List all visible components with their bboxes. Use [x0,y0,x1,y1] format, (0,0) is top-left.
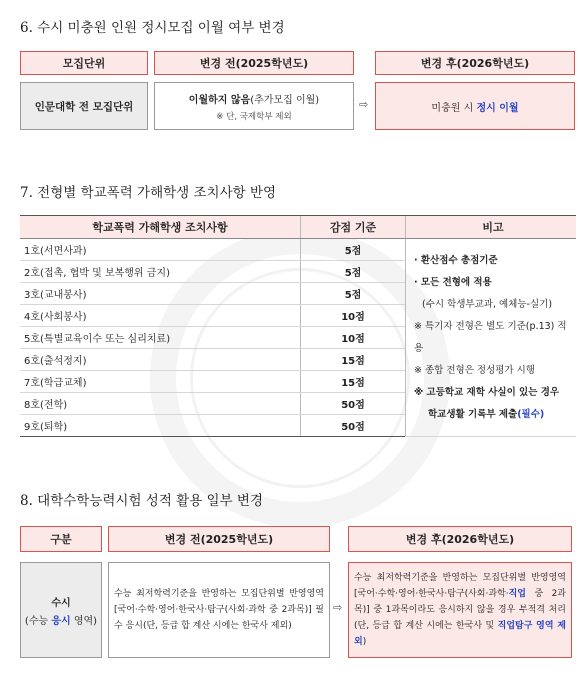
deduction-cell: 5점 [301,261,406,283]
measure-cell: 8호(전학) [20,393,301,415]
s8-cat-prefix: (수능 [24,615,52,627]
s6-before-cell [154,82,354,130]
deduction-cell: 15점 [301,371,406,393]
measure-cell: 6호(출석정지) [20,349,301,371]
s8-after-hl2: 직업탐구 영역 제외 [354,621,566,647]
remark-1: · 환산점수 총점기준 [414,254,498,266]
measure-cell: 7호(학급교체) [20,371,301,393]
remark-6: ※ 고등학교 재학 사실이 있는 경우 [414,386,560,398]
s6-before-bold: 이월하지 않음 [188,94,251,106]
deduction-cell: 10점 [301,327,406,349]
remark-3: (수시 학생부교과, 예체능-실기) [422,298,553,310]
measure-cell: 3호(교내봉사) [20,283,301,305]
section7-title: 7. 전형별 학교폭력 가해학생 조치사항 반영 [20,185,277,201]
s6-unit-cell: 인문대학 전 모집단위 [20,82,148,130]
th-deduction: 감점 기준 [301,216,406,239]
measure-cell: 4호(사회봉사) [20,305,301,327]
section8-title: 8. 대학수학능력시험 성적 활용 일부 변경 [20,493,263,509]
s6-arrow-icon: ⇨ [359,98,369,111]
s8-before-cell [108,562,330,658]
s8-header-after: 변경 후(2026학년도) [348,526,572,552]
s8-header-before: 변경 전(2025학년도) [108,526,330,552]
table-row [20,239,576,261]
deduction-cell: 10점 [301,305,406,327]
discipline-table-header [20,216,576,239]
measure-cell: 2호(접촉, 협박 및 보복행위 금지) [20,261,301,283]
remarks-cell [406,239,577,437]
section6-title: 6. 수시 미충원 인원 정시모집 이월 여부 변경 [20,20,285,36]
s8-cat-suffix: 영역) [70,615,98,627]
measure-cell: 1호(서면사과) [20,239,301,261]
discipline-table [20,215,576,437]
remark-2: · 모든 전형에 적용 [414,276,492,288]
s6-header-after: 변경 후(2026학년도) [375,51,575,75]
s8-after-cell [348,562,572,658]
s6-before-note: ※ 단, 국제학부 제외 [216,111,292,122]
deduction-cell: 5점 [301,239,406,261]
s6-after-prefix: 미충원 시 [431,102,474,114]
th-measure: 학교폭력 가해학생 조치사항 [20,216,301,239]
s6-after-highlight: 정시 이월 [476,102,519,114]
remark-7-highlight: (필수) [517,408,545,420]
s8-arrow-icon: ⇨ [333,601,343,614]
s6-after-cell [375,82,575,130]
s6-header-before: 변경 전(2025학년도) [154,51,354,75]
s6-header-unit: 모집단위 [20,51,148,75]
s8-header-category: 구분 [20,526,102,552]
deduction-cell: 5점 [301,283,406,305]
s6-before-rest: (추가모집 이월) [250,94,320,106]
s8-after-text2: 중 2과목)] 중 1과목이라도 응시하지 않을 경우 부적격 처리(단, 등급 합 계산 시에는 한국사 및 [354,589,566,631]
s8-after-text1: 수능 최저학력기준을 반영하는 모집단위별 반영영역[국어·수학·영어·한국사·탐구(사회·과학· [354,573,566,599]
s8-after-text3: ) [362,637,367,647]
th-remarks: 비고 [406,216,577,239]
measure-cell: 5호(특별교육이수 또는 심리치료) [20,327,301,349]
deduction-cell: 50점 [301,415,406,437]
deduction-cell: 50점 [301,393,406,415]
remark-5: ※ 종합 전형은 정성평가 시행 [414,364,535,376]
remark-7: 학교생활 기록부 제출 [428,408,518,420]
s8-category-cell [20,562,102,658]
remark-4: ※ 특기자 전형은 별도 기준(p.13) 적용 [414,320,567,354]
deduction-cell: 15점 [301,349,406,371]
s8-category-line1: 수시 [51,597,71,609]
s8-before-text: 수능 최저학력기준을 반영하는 모집단위별 반영영역[국어·수학·영어·한국사·탐구(사회·과학 중 2과목)] 필수 응시(단, 등급 합 계산 시에는 한국사 제외) [114,589,324,631]
s8-after-hl1: 직업 [508,589,526,599]
measure-cell: 9호(퇴학) [20,415,301,437]
s8-cat-highlight: 응시 [51,615,71,627]
